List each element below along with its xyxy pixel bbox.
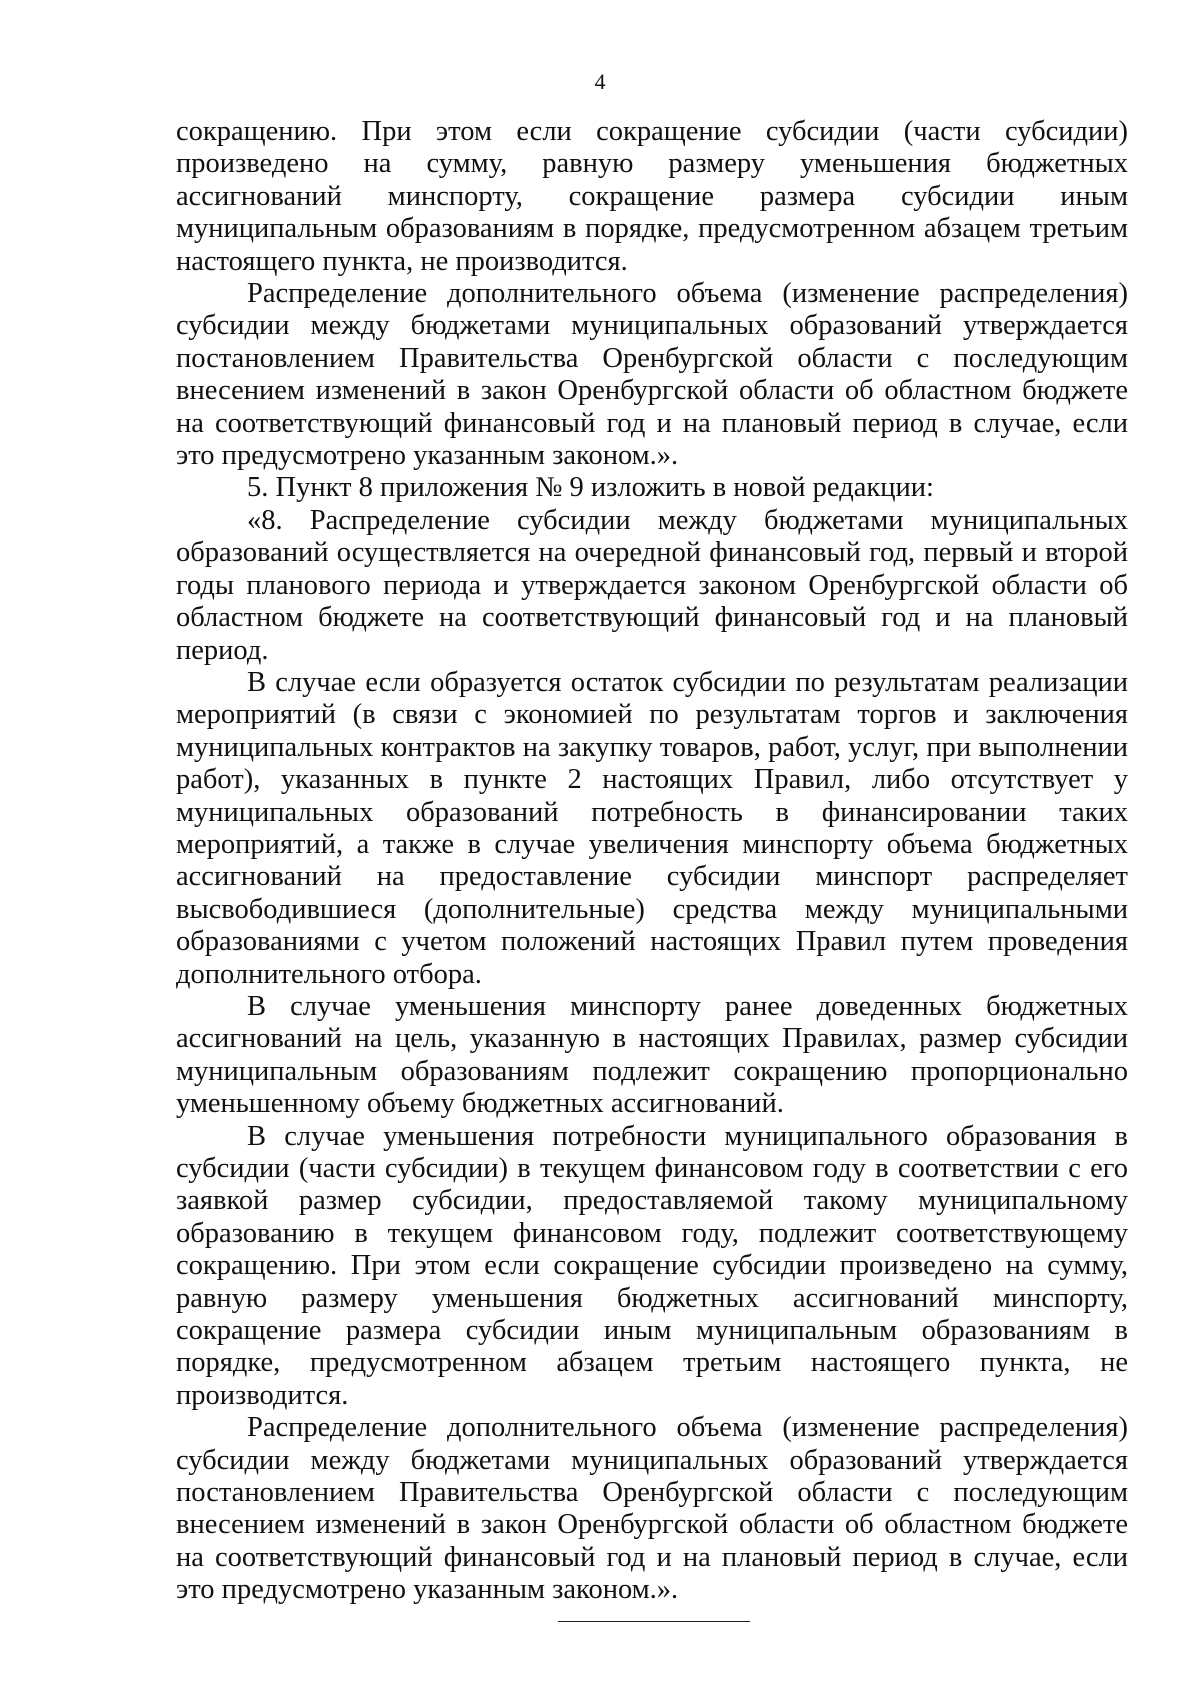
paragraph: В случае уменьшения минспорту ранее доведенных бюджетных ассигнований на цель, указанную в настоящих Правилах, размер субсидии муниципальным образованиям подлежит сокращению пропорционально уменьшенному объему бюджетных ассигнований. (176, 990, 1128, 1120)
paragraph: сокращению. При этом если сокращение субсидии (части субсидии) произведено на сумму, равную размеру уменьшения бюджетных ассигнований минспорту, сокращение размера субсидии иным муниципальным образованиям в порядке, предусмотренном абзацем третьим настоящего пункта, не производится. (176, 116, 1128, 277)
page-number: 4 (594, 69, 606, 94)
paragraph: Распределение дополнительного объема (изменение распределения) субсидии между бюджетами муниципальных образований утверждается постановлением Правительства Оренбургской области с последующим внесением изменений в закон Оренбургской области об областном бюджете на соответствующий финансовый год и на плановый период в случае, если это предусмотрено указанным законом.». (176, 1412, 1128, 1606)
paragraph: «8. Распределение субсидии между бюджетами муниципальных образований осуществляется на очередной финансовый год, первый и второй годы планового периода и утверждается законом Оренбургской области об областном бюджете на соответствующий финансовый год и на плановый период. (176, 504, 1128, 666)
paragraph: 5. Пункт 8 приложения № 9 изложить в новой редакции: (247, 472, 934, 504)
paragraph: Распределение дополнительного объема (изменение распределения) субсидии между бюджетами муниципальных образований утверждается постановлением Правительства Оренбургской области с последующим внесением изменений в закон Оренбургской области об областном бюджете на соответствующий финансовый год и на плановый период в случае, если это предусмотрено указанным законом.». (176, 278, 1128, 472)
document-body (176, 116, 1128, 1607)
end-of-document-rule (558, 1621, 750, 1622)
paragraph: В случае уменьшения потребности муниципального образования в субсидии (части субсидии) в текущем финансовом году в соответствии с его заявкой размер субсидии, предоставляемой такому муниципальному образованию в текущем финансовом году, подлежит соответствующему сокращению. При этом если сокращение субсидии произведено на сумму, равную размеру уменьшения бюджетных ассигнований минспорту, сокращение размера субсидии иным муниципальным образованиям в порядке, предусмотренном абзацем третьим настоящего пункта, не производится. (176, 1120, 1128, 1411)
paragraph: В случае если образуется остаток субсидии по результатам реализации мероприятий (в связи с экономией по результатам торгов и заключения муниципальных контрактов на закупку товаров, работ, услуг, при выполнении работ), указанных в пункте 2 настоящих Правил, либо отсутствует у муниципальных образований потребность в финансировании таких мероприятий, а также в случае увеличения минспорту объема бюджетных ассигнований на предоставление субсидии минспорт распределяет высвободившиеся (дополнительные) средства между муниципальными образованиями с учетом положений настоящих Правил путем проведения дополнительного отбора. (176, 666, 1128, 990)
